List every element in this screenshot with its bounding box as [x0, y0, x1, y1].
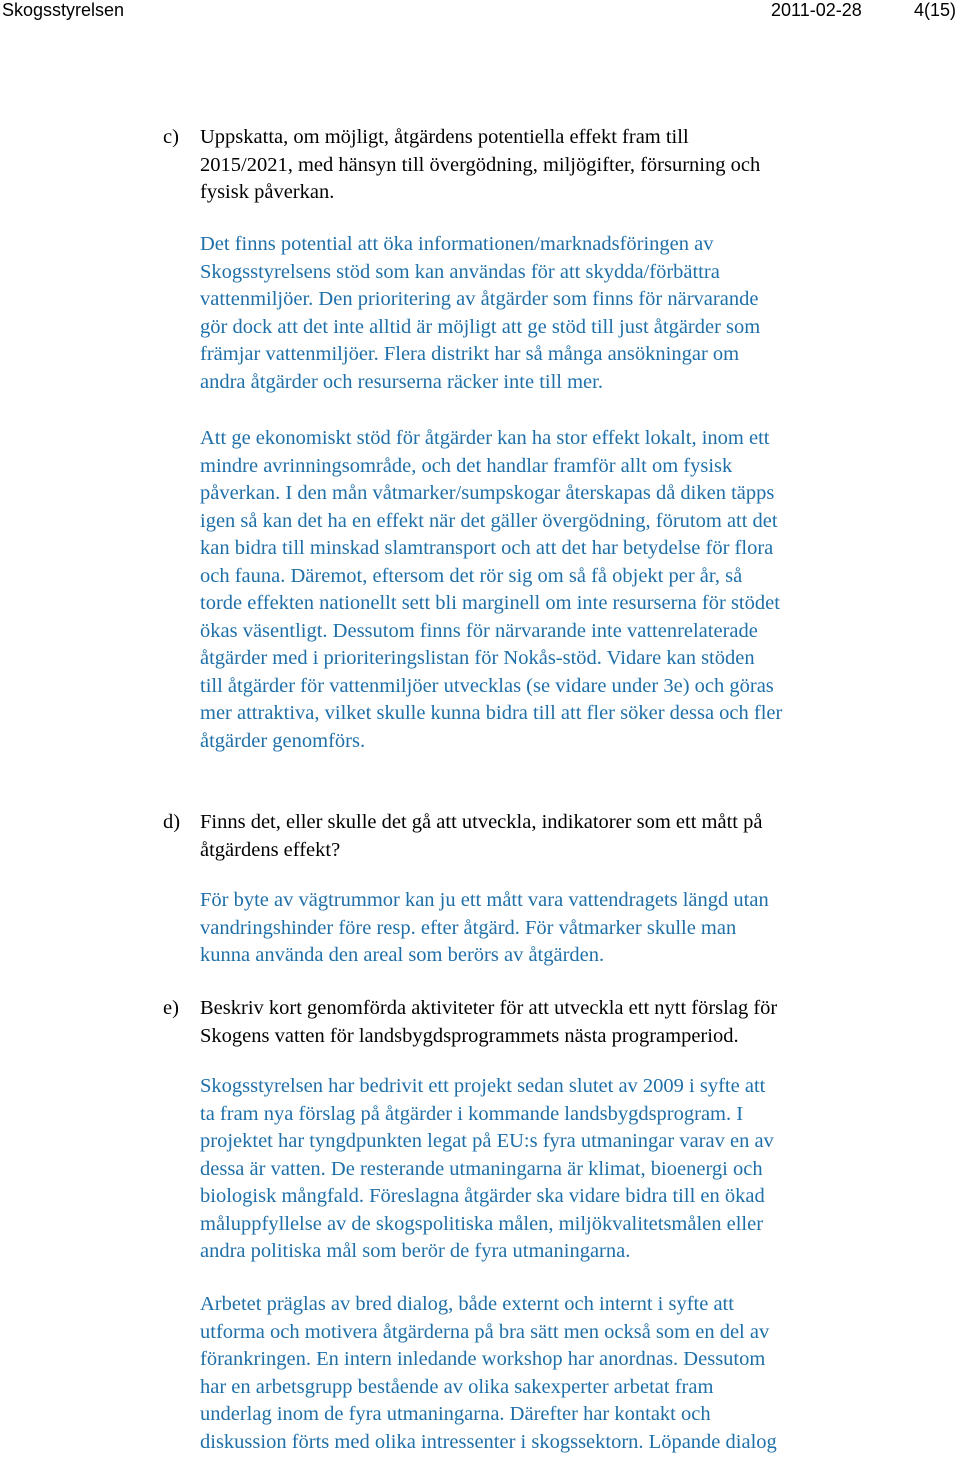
page-header	[0, 0, 960, 22]
section-d-question	[200, 809, 900, 864]
text-line: förankringen. En intern inledande workshop har anordnas. Dessutom	[200, 1348, 766, 1370]
text-line: ta fram nya förslag på åtgärder i kommande landsbygdsprogram. I	[200, 1102, 744, 1125]
header-page-number: 4(15)	[913, 0, 956, 20]
text-line: Skogens vatten för landsbygdsprogrammets nästa programperiod.	[200, 1024, 739, 1047]
text-line: kunna använda den areal som berörs av åtgärden.	[200, 944, 605, 966]
text-line: måluppfyllelse av de skogspolitiska målen, miljökvalitetsmålen eller	[200, 1212, 764, 1235]
text-line: torde effekten nationellt sett bli marginell om inte resurserna för stödet	[200, 592, 780, 614]
header-organization: Skogsstyrelsen	[2, 0, 125, 20]
text-line: Uppskatta, om möjligt, åtgärdens potentiella effekt fram till	[200, 126, 689, 148]
text-line: Finns det, eller skulle det gå att utveckla, indikatorer som ett mått på	[200, 811, 763, 833]
text-line: mer attraktiva, vilket skulle kunna bidra till att fler söker dessa och fler	[200, 702, 783, 724]
section-e-question	[200, 995, 900, 1050]
text-line: vandringshinder före resp. efter åtgärd. För våtmarker skulle man	[200, 916, 737, 939]
text-line: till åtgärder för vattenmiljöer utvecklas (se vidare under 3e) och göras	[200, 674, 774, 697]
section-c-answer-2	[200, 425, 900, 755]
text-line: kan bidra till minskad slamtransport och att det har betydelse för flora	[200, 537, 774, 559]
text-line: Det finns potential att öka informationen/marknadsföringen av	[200, 233, 714, 255]
text-line: biologisk mångfald. Föreslagna åtgärder ska vidare bidra till en ökad	[200, 1185, 765, 1207]
text-line: och fauna. Däremot, eftersom det rör sig om så få objekt per år, så	[200, 564, 743, 587]
section-e-label: e)	[163, 997, 179, 1019]
section-d-answer-1	[200, 887, 900, 970]
text-line: fysisk påverkan.	[200, 181, 335, 203]
text-line: andra politiska mål som berör de fyra utmaningarna.	[200, 1240, 631, 1262]
text-line: Att ge ekonomiskt stöd för åtgärder kan ha stor effekt lokalt, inom ett	[200, 427, 770, 449]
text-line: 2015/2021, med hänsyn till övergödning, miljögifter, försurning och	[200, 153, 761, 176]
text-line: igen så kan det ha en effekt när det gäller övergödning, förutom att det	[200, 509, 778, 532]
section-c-label: c)	[163, 126, 179, 148]
text-line: vattenmiljöer. Den prioritering av åtgärder som finns för närvarande	[200, 288, 759, 310]
text-line: åtgärdens effekt?	[200, 838, 341, 861]
section-e-answer-1	[200, 1073, 900, 1266]
text-line: projektet har tyngdpunkten legat på EU:s fyra utmaningar varav en av	[200, 1130, 774, 1152]
text-line: andra åtgärder och resurserna räcker inte till mer.	[200, 370, 603, 393]
text-line: mindre avrinningsområde, och det handlar framför allt om fysisk	[200, 454, 733, 477]
text-line: utforma och motivera åtgärderna på bra sätt men också som en del av	[200, 1320, 770, 1343]
text-line: dessa är vatten. De resterande utmaningarna är klimat, bioenergi och	[200, 1157, 763, 1180]
section-d-label: d)	[163, 811, 181, 833]
section-c-answer-1	[200, 231, 900, 396]
text-line: åtgärder genomförs.	[200, 729, 366, 752]
text-line: påverkan. I den mån våtmarker/sumpskogar återskapas då diken täpps	[200, 482, 775, 504]
text-line: underlag inom de fyra utmaningarna. Därefter har kontakt och	[200, 1403, 711, 1425]
text-line: åtgärder med i prioriteringslistan för Nokås-stöd. Vidare kan stöden	[200, 647, 755, 669]
text-line: ökas väsentligt. Dessutom finns för närvarande inte vattenrelaterade	[200, 619, 758, 642]
header-date: 2011-02-28	[771, 0, 862, 20]
text-line: Beskriv kort genomförda aktiviteter för att utveckla ett nytt förslag för	[200, 997, 778, 1019]
text-line: har en arbetsgrupp bestående av olika sakexperter arbetat fram	[200, 1375, 714, 1398]
section-e-answer-2	[200, 1291, 900, 1456]
section-c-question	[200, 124, 900, 207]
text-line: Skogsstyrelsens stöd som kan användas för att skydda/förbättra	[200, 260, 720, 283]
text-line: främjar vattenmiljöer. Flera distrikt har så många ansökningar om	[200, 343, 740, 365]
text-line: gör dock att det inte alltid är möjligt att ge stöd till just åtgärder som	[200, 315, 761, 338]
text-line: Skogsstyrelsen har bedrivit ett projekt sedan slutet av 2009 i syfte att	[200, 1075, 766, 1097]
text-line: diskussion förts med olika intressenter i skogssektorn. Löpande dialog	[200, 1430, 777, 1453]
text-line: För byte av vägtrummor kan ju ett mått vara vattendragets längd utan	[200, 889, 769, 911]
text-line: Arbetet präglas av bred dialog, både externt och internt i syfte att	[200, 1293, 734, 1315]
